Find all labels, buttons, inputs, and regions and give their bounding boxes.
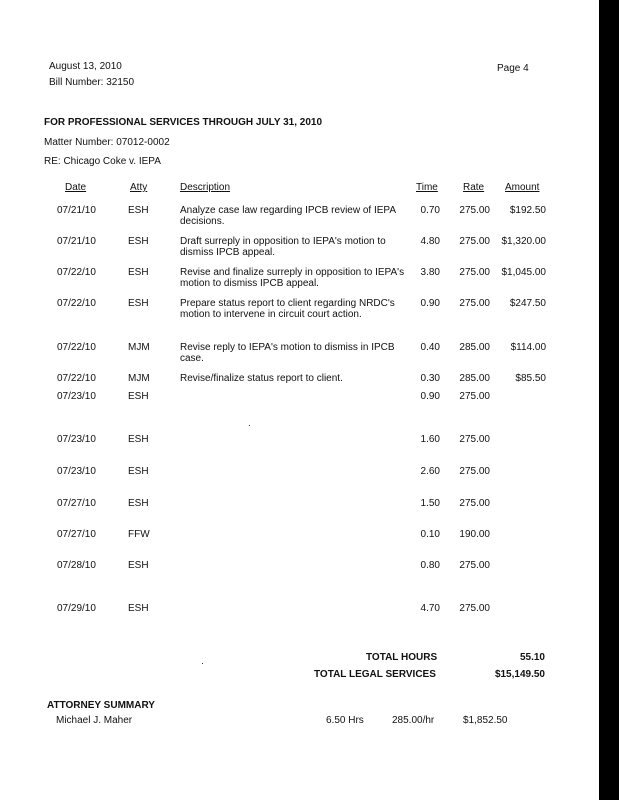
entry-rate: 190.00 <box>459 529 490 540</box>
attorney-hours: 6.50 Hrs <box>326 715 364 726</box>
scan-speck <box>202 663 203 664</box>
entry-amount: $85.50 <box>515 373 546 384</box>
matter-number: Matter Number: 07012-0002 <box>44 137 170 148</box>
col-rate-header: Rate <box>463 182 485 193</box>
entry-time: 0.10 <box>420 529 440 540</box>
entry-atty: ESH <box>128 560 149 571</box>
entry-date: 07/29/10 <box>57 603 96 614</box>
entry-date: 07/23/10 <box>57 466 96 477</box>
entry-atty: MJM <box>128 342 150 353</box>
bill-number: Bill Number: 32150 <box>49 77 135 88</box>
entry-time: 0.90 <box>420 298 440 309</box>
total-hours-label: TOTAL HOURS <box>366 652 438 663</box>
entry-atty: ESH <box>128 236 149 247</box>
entry-description: Analyze case law regarding IPCB review of IEPA decisions. <box>180 205 396 227</box>
entry-time: 0.90 <box>420 391 440 402</box>
entry-atty: ESH <box>128 434 149 445</box>
attorney-rate: 285.00/hr <box>392 715 435 726</box>
entry-amount: $192.50 <box>509 205 546 216</box>
col-date-header: Date <box>65 182 87 193</box>
entry-time: 4.80 <box>420 236 440 247</box>
entry-date: 07/28/10 <box>57 560 96 571</box>
entry-amount: $1,320.00 <box>501 236 546 247</box>
entry-date: 07/21/10 <box>57 205 96 216</box>
entry-rate: 285.00 <box>459 342 490 353</box>
entry-date: 07/21/10 <box>57 236 96 247</box>
attorney-amount: $1,852.50 <box>463 715 508 726</box>
attorney-summary-heading: ATTORNEY SUMMARY <box>47 700 155 711</box>
entry-time: 0.70 <box>420 205 440 216</box>
entry-time: 1.60 <box>420 434 440 445</box>
total-legal-services-value: $15,149.50 <box>494 669 545 680</box>
entry-description: Prepare status report to client regarding NRDC's motion to intervene in circuit court action. <box>180 298 395 320</box>
entry-time: 1.50 <box>420 498 440 509</box>
entry-rate: 275.00 <box>459 267 490 278</box>
entry-time: 0.30 <box>420 373 440 384</box>
entry-atty: ESH <box>128 298 149 309</box>
entry-date: 07/27/10 <box>57 498 96 509</box>
entry-rate: 275.00 <box>459 466 490 477</box>
entry-rate: 275.00 <box>459 298 490 309</box>
entry-description: Draft surreply in opposition to IEPA's motion to dismiss IPCB appeal. <box>180 236 386 258</box>
entry-amount: $1,045.00 <box>501 267 546 278</box>
services-heading: FOR PROFESSIONAL SERVICES THROUGH JULY 31, 2010 <box>44 117 323 128</box>
col-atty-header: Atty <box>130 182 148 193</box>
entry-time: 0.40 <box>420 342 440 353</box>
entry-rate: 275.00 <box>459 560 490 571</box>
scan-edge-bar <box>599 0 619 800</box>
entry-date: 07/23/10 <box>57 391 96 402</box>
entry-time: 2.60 <box>420 466 440 477</box>
page-number: Page 4 <box>497 63 529 74</box>
entry-amount: $114.00 <box>510 342 546 353</box>
re-line: RE: Chicago Coke v. IEPA <box>44 156 161 167</box>
entry-atty: FFW <box>128 529 150 540</box>
entry-date: 07/22/10 <box>57 267 96 278</box>
entry-date: 07/22/10 <box>57 373 96 384</box>
entry-description: Revise/finalize status report to client. <box>180 373 343 384</box>
entry-rate: 275.00 <box>459 498 490 509</box>
entry-amount: $247.50 <box>509 298 546 309</box>
entry-rate: 275.00 <box>459 205 490 216</box>
total-hours-value: 55.10 <box>519 652 545 663</box>
entry-atty: ESH <box>128 205 149 216</box>
entry-atty: ESH <box>128 391 149 402</box>
entry-rate: 285.00 <box>459 373 490 384</box>
entry-date: 07/23/10 <box>57 434 96 445</box>
entry-atty: ESH <box>128 466 149 477</box>
col-description-header: Description <box>180 182 231 193</box>
entry-description: Revise reply to IEPA's motion to dismiss in IPCB case. <box>180 342 395 364</box>
entry-atty: MJM <box>128 373 150 384</box>
total-legal-services-label: TOTAL LEGAL SERVICES <box>314 669 436 680</box>
attorney-name: Michael J. Maher <box>56 715 133 726</box>
entry-rate: 275.00 <box>459 391 490 402</box>
col-time-header: Time <box>416 182 438 193</box>
entry-rate: 275.00 <box>459 603 490 614</box>
col-amount-header: Amount <box>505 182 540 193</box>
scan-speck <box>249 425 250 426</box>
entry-date: 07/27/10 <box>57 529 96 540</box>
entry-time: 0.80 <box>420 560 440 571</box>
entry-date: 07/22/10 <box>57 298 96 309</box>
entry-rate: 275.00 <box>459 434 490 445</box>
entry-atty: ESH <box>128 498 149 509</box>
bill-date: August 13, 2010 <box>49 61 122 72</box>
entry-time: 3.80 <box>420 267 440 278</box>
entry-description: Revise and finalize surreply in opposition to IEPA's motion to dismiss IPCB appeal. <box>180 267 405 289</box>
entry-atty: ESH <box>128 267 149 278</box>
entry-date: 07/22/10 <box>57 342 96 353</box>
entry-time: 4.70 <box>420 603 440 614</box>
entry-rate: 275.00 <box>459 236 490 247</box>
entry-atty: ESH <box>128 603 149 614</box>
